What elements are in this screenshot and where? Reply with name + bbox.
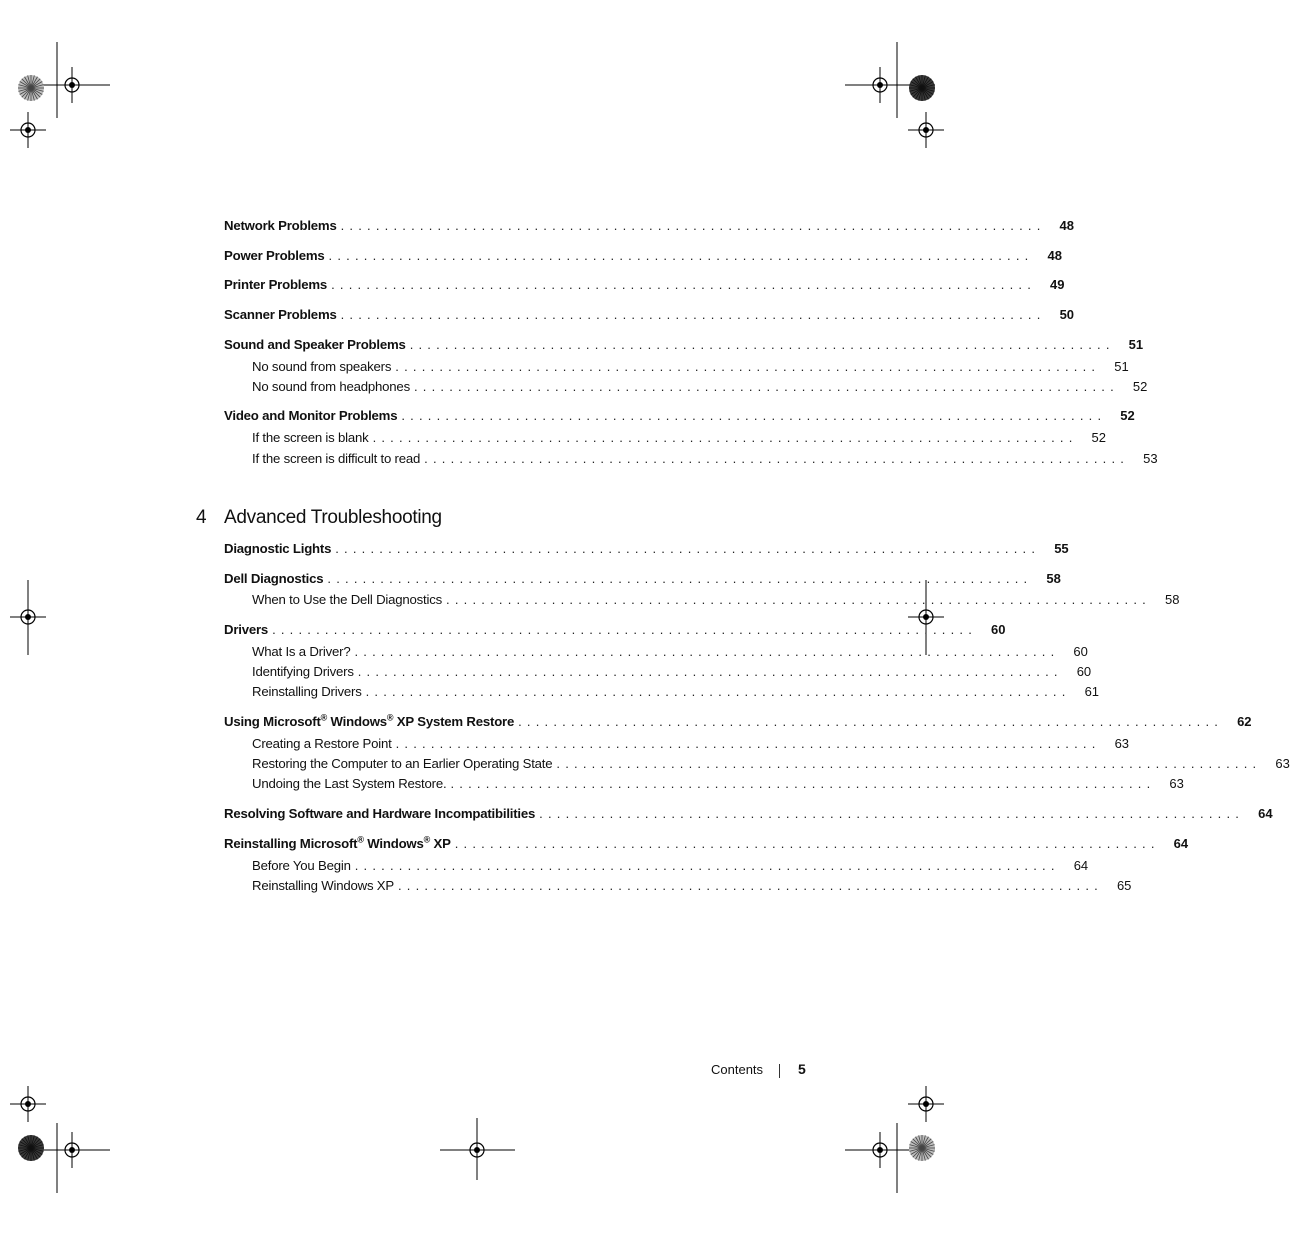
toc-entry-page: 55: [1054, 541, 1069, 556]
registration-target-icon: [10, 1086, 46, 1122]
footer-page-number: 5: [798, 1061, 806, 1077]
toc-entry-title: Scanner Problems: [224, 307, 337, 322]
toc-entry-page: 63: [1275, 756, 1290, 771]
toc-entry-title: Sound and Speaker Problems: [224, 337, 406, 352]
toc-entry[interactable]: [224, 218, 1075, 238]
dot-leader: ................................................................................: [450, 776, 1156, 791]
toc-entry[interactable]: [224, 806, 1273, 826]
dot-leader: ................................................................................: [354, 858, 1060, 873]
toc-entry-title: Reinstalling Windows XP: [252, 878, 394, 893]
dot-leader: ................................................................................: [446, 592, 1151, 607]
toc-entry[interactable]: [252, 756, 1290, 776]
toc-entry-title: Reinstalling Drivers: [252, 684, 362, 699]
toc-entry[interactable]: [224, 337, 1144, 357]
toc-entry[interactable]: [224, 712, 1252, 734]
dot-leader: ................................................................................: [539, 806, 1245, 821]
toc-entry-title: Resolving Software and Hardware Incompatibilities: [224, 806, 536, 821]
dot-leader: ................................................................................: [328, 248, 1034, 263]
toc-entry-title: Undoing the Last System Restore.: [252, 776, 447, 791]
toc-entry-page: 64: [1073, 858, 1089, 873]
dot-leader: ................................................................................: [272, 622, 978, 637]
toc-entry-title: Restoring the Computer to an Earlier Operating State: [252, 756, 553, 771]
toc-entry-page: 64: [1258, 806, 1273, 821]
dot-leader: ................................................................................: [365, 684, 1071, 699]
dot-leader: ................................................................................: [556, 756, 1262, 771]
toc-entry[interactable]: [252, 644, 1088, 664]
toc-entry-page: 48: [1059, 218, 1075, 233]
toc-entry-page: 51: [1114, 359, 1129, 374]
dot-leader: ................................................................................: [335, 541, 1041, 556]
toc-entry-title: If the screen is difficult to read: [252, 451, 421, 466]
dot-leader: ................................................................................: [354, 644, 1060, 659]
toc-entry[interactable]: [224, 622, 1006, 642]
toc-entry-page: 63: [1114, 736, 1130, 751]
dot-leader: ................................................................................: [331, 277, 1037, 292]
toc-entry-title: Network Problems: [224, 218, 337, 233]
toc-entry-page: 51: [1128, 337, 1144, 352]
toc-entry-page: 61: [1084, 684, 1100, 699]
toc-entry[interactable]: [252, 430, 1106, 450]
toc-entry-page: 48: [1047, 248, 1062, 263]
toc-entry-page: 62: [1237, 714, 1252, 729]
toc-entry-title: Identifying Drivers: [252, 664, 354, 679]
toc-entry-title: Dell Diagnostics: [224, 571, 324, 586]
chapter-title: Advanced Troubleshooting: [224, 507, 442, 528]
toc-entry-title: When to Use the Dell Diagnostics: [252, 592, 443, 607]
registration-target-icon: [908, 1086, 944, 1122]
dot-leader: ................................................................................: [424, 451, 1130, 466]
toc-entry[interactable]: [252, 379, 1148, 399]
toc-entry-title: Creating a Restore Point: [252, 736, 392, 751]
dot-leader: ................................................................................: [327, 571, 1033, 586]
toc-entry-page: 60: [1073, 644, 1088, 659]
toc-entry-page: 50: [1059, 307, 1075, 322]
toc-entry[interactable]: [252, 878, 1132, 898]
dot-leader: ................................................................................: [398, 878, 1103, 893]
toc-entry-page: 65: [1116, 878, 1132, 893]
footer-separator: [779, 1064, 780, 1078]
toc-entry-title: Using Microsoft® Windows® XP System Restore: [224, 712, 515, 729]
toc-entry[interactable]: [224, 408, 1135, 428]
toc-entry[interactable]: [252, 858, 1089, 878]
footer-section-label: Contents: [711, 1062, 764, 1077]
toc-entry[interactable]: [252, 664, 1092, 684]
dot-leader: ................................................................................: [409, 337, 1115, 352]
toc-entry-page: 52: [1091, 430, 1106, 445]
toc-entry-title: Printer Problems: [224, 277, 328, 292]
toc-entry-page: 64: [1173, 836, 1189, 851]
toc-entry[interactable]: [224, 248, 1062, 268]
toc-entry[interactable]: [252, 736, 1130, 756]
dot-leader: ................................................................................: [413, 379, 1119, 394]
dot-leader: ................................................................................: [340, 307, 1046, 322]
dot-leader: ................................................................................: [518, 714, 1224, 729]
toc-entry-title: Drivers: [224, 622, 269, 637]
color-bar-starburst-icon: [18, 1135, 44, 1161]
toc-entry[interactable]: [224, 541, 1069, 561]
toc-entry[interactable]: [224, 307, 1075, 327]
registration-target-icon: [908, 112, 944, 148]
color-bar-starburst-icon: [909, 1135, 935, 1161]
toc-entry-title: If the screen is blank: [252, 430, 369, 445]
dot-leader: ................................................................................: [340, 218, 1046, 233]
toc-entry[interactable]: [224, 277, 1065, 297]
toc-entry[interactable]: [252, 359, 1129, 379]
dot-leader: ................................................................................: [395, 736, 1101, 751]
toc-entry[interactable]: [224, 834, 1189, 856]
toc-entry[interactable]: [252, 684, 1100, 704]
toc-entry-title: No sound from speakers: [252, 359, 392, 374]
toc-entry-page: 53: [1143, 451, 1158, 466]
chapter-number: 4: [196, 507, 207, 528]
toc-entry-title: Reinstalling Microsoft® Windows® XP: [224, 834, 451, 851]
toc-entry-page: 52: [1132, 379, 1148, 394]
toc-entry[interactable]: [252, 776, 1184, 796]
toc-entry-page: 63: [1169, 776, 1184, 791]
dot-leader: ................................................................................: [401, 408, 1107, 423]
toc-entry[interactable]: [252, 451, 1158, 471]
toc-entry[interactable]: [224, 571, 1061, 591]
toc-entry-title: Power Problems: [224, 248, 325, 263]
toc-entry-page: 60: [1076, 664, 1092, 679]
toc-entry-page: 58: [1046, 571, 1061, 586]
toc-entry-page: 58: [1165, 592, 1180, 607]
toc-entry[interactable]: [252, 592, 1180, 612]
toc-entry-title: No sound from headphones: [252, 379, 410, 394]
dot-leader: ................................................................................: [454, 836, 1160, 851]
toc-entry-title: What Is a Driver?: [252, 644, 351, 659]
registration-target-icon: [10, 599, 46, 635]
dot-leader: ................................................................................: [372, 430, 1078, 445]
toc-entry-title: Before You Begin: [252, 858, 351, 873]
toc-entry-page: 60: [991, 622, 1006, 637]
color-bar-starburst-icon: [18, 75, 44, 101]
registration-target-icon: [10, 112, 46, 148]
toc-entry-title: Diagnostic Lights: [224, 541, 332, 556]
dot-leader: ................................................................................: [395, 359, 1101, 374]
dot-leader: ................................................................................: [357, 664, 1063, 679]
toc-entry-page: 49: [1050, 277, 1065, 292]
color-bar-starburst-icon: [909, 75, 935, 101]
toc-entry-page: 52: [1120, 408, 1135, 423]
toc-entry-title: Video and Monitor Problems: [224, 408, 398, 423]
